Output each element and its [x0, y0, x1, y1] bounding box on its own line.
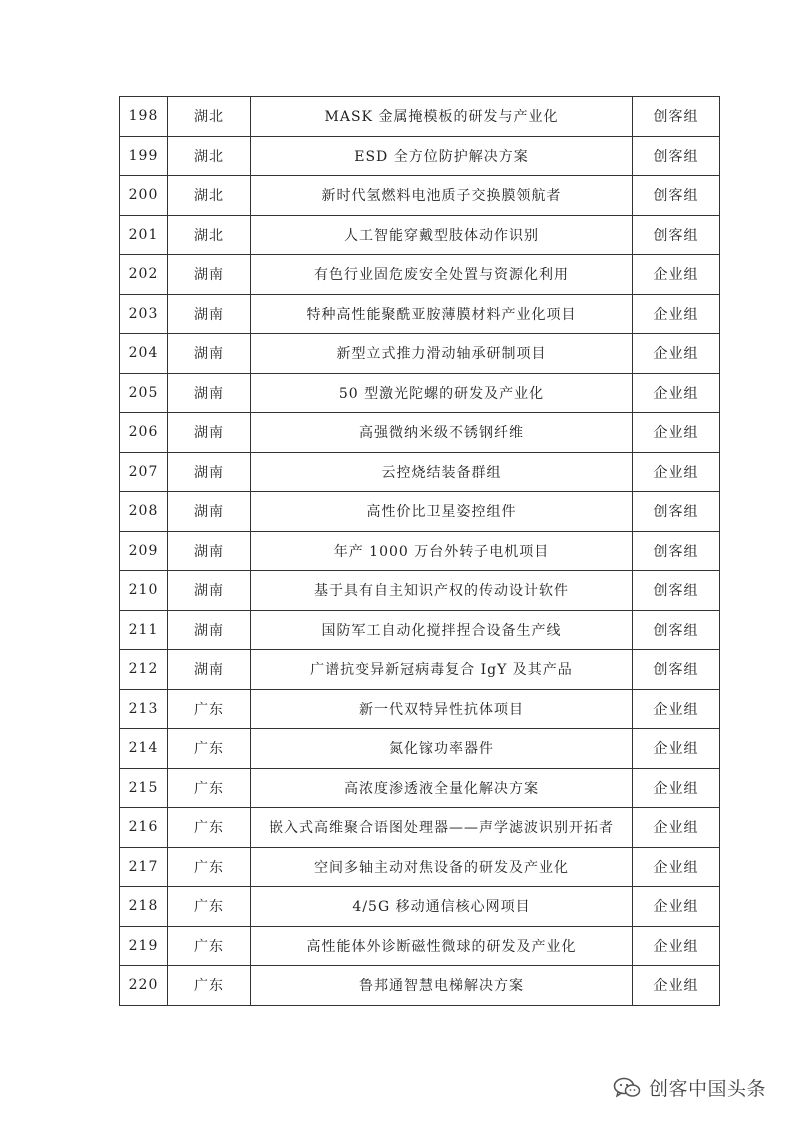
province-cell: 湖北 [168, 97, 251, 137]
row-number-cell: 198 [120, 97, 168, 137]
province-cell: 湖南 [168, 452, 251, 492]
group-cell: 企业组 [633, 887, 720, 927]
project-name-cell: 高性价比卫星姿控组件 [251, 492, 633, 532]
group-cell: 企业组 [633, 689, 720, 729]
project-name-cell: 新型立式推力滑动轴承研制项目 [251, 334, 633, 374]
project-name-cell: 特种高性能聚酰亚胺薄膜材料产业化项目 [251, 294, 633, 334]
row-number-cell: 201 [120, 215, 168, 255]
project-table-body [120, 97, 720, 1006]
row-number-cell: 207 [120, 452, 168, 492]
province-cell: 广东 [168, 768, 251, 808]
project-name-cell: MASK 金属掩模板的研发与产业化 [251, 97, 633, 137]
table-row [120, 136, 720, 176]
table-row [120, 926, 720, 966]
project-name-cell: 50 型激光陀螺的研发及产业化 [251, 373, 633, 413]
project-name-cell: 高浓度渗透液全量化解决方案 [251, 768, 633, 808]
province-cell: 湖北 [168, 215, 251, 255]
province-cell: 湖南 [168, 571, 251, 611]
row-number-cell: 216 [120, 808, 168, 848]
table-row [120, 255, 720, 295]
table-row [120, 729, 720, 769]
province-cell: 广东 [168, 808, 251, 848]
row-number-cell: 199 [120, 136, 168, 176]
province-cell: 广东 [168, 887, 251, 927]
project-table [119, 96, 720, 1006]
project-name-cell: 嵌入式高维聚合语图处理器——声学滤波识别开拓者 [251, 808, 633, 848]
table-row [120, 531, 720, 571]
table-row [120, 413, 720, 453]
table-row [120, 373, 720, 413]
group-cell: 企业组 [633, 768, 720, 808]
table-row [120, 294, 720, 334]
group-cell: 创客组 [633, 176, 720, 216]
row-number-cell: 214 [120, 729, 168, 769]
province-cell: 湖南 [168, 334, 251, 374]
row-number-cell: 208 [120, 492, 168, 532]
project-name-cell: ESD 全方位防护解决方案 [251, 136, 633, 176]
province-cell: 广东 [168, 847, 251, 887]
project-name-cell: 云控烧结装备群组 [251, 452, 633, 492]
group-cell: 创客组 [633, 650, 720, 690]
row-number-cell: 215 [120, 768, 168, 808]
province-cell: 湖南 [168, 610, 251, 650]
project-name-cell: 有色行业固危废安全处置与资源化利用 [251, 255, 633, 295]
project-name-cell: 广谱抗变异新冠病毒复合 IgY 及其产品 [251, 650, 633, 690]
row-number-cell: 213 [120, 689, 168, 729]
row-number-cell: 203 [120, 294, 168, 334]
group-cell: 创客组 [633, 136, 720, 176]
project-name-cell: 年产 1000 万台外转子电机项目 [251, 531, 633, 571]
project-name-cell: 鲁邦通智慧电梯解决方案 [251, 966, 633, 1006]
project-name-cell: 国防军工自动化搅拌捏合设备生产线 [251, 610, 633, 650]
project-name-cell: 高强微纳米级不锈钢纤维 [251, 413, 633, 453]
project-name-cell: 基于具有自主知识产权的传动设计软件 [251, 571, 633, 611]
row-number-cell: 209 [120, 531, 168, 571]
table-row [120, 571, 720, 611]
row-number-cell: 210 [120, 571, 168, 611]
province-cell: 湖北 [168, 136, 251, 176]
row-number-cell: 212 [120, 650, 168, 690]
project-name-cell: 4/5G 移动通信核心网项目 [251, 887, 633, 927]
row-number-cell: 220 [120, 966, 168, 1006]
province-cell: 湖南 [168, 255, 251, 295]
project-name-cell: 新一代双特异性抗体项目 [251, 689, 633, 729]
group-cell: 企业组 [633, 334, 720, 374]
table-row [120, 610, 720, 650]
wechat-icon [613, 1077, 641, 1099]
watermark [613, 1074, 766, 1101]
table-row [120, 768, 720, 808]
group-cell: 企业组 [633, 452, 720, 492]
group-cell: 创客组 [633, 97, 720, 137]
province-cell: 广东 [168, 926, 251, 966]
group-cell: 创客组 [633, 610, 720, 650]
row-number-cell: 206 [120, 413, 168, 453]
table-row [120, 650, 720, 690]
group-cell: 创客组 [633, 571, 720, 611]
group-cell: 企业组 [633, 808, 720, 848]
row-number-cell: 211 [120, 610, 168, 650]
table-row [120, 847, 720, 887]
group-cell: 创客组 [633, 492, 720, 532]
group-cell: 企业组 [633, 413, 720, 453]
table-row [120, 452, 720, 492]
group-cell: 创客组 [633, 531, 720, 571]
table-row [120, 176, 720, 216]
row-number-cell: 200 [120, 176, 168, 216]
province-cell: 湖北 [168, 176, 251, 216]
group-cell: 创客组 [633, 215, 720, 255]
province-cell: 湖南 [168, 373, 251, 413]
province-cell: 湖南 [168, 294, 251, 334]
group-cell: 企业组 [633, 966, 720, 1006]
project-name-cell: 人工智能穿戴型肢体动作识别 [251, 215, 633, 255]
table-row [120, 334, 720, 374]
project-name-cell: 高性能体外诊断磁性微球的研发及产业化 [251, 926, 633, 966]
project-name-cell: 空间多轴主动对焦设备的研发及产业化 [251, 847, 633, 887]
table-row [120, 492, 720, 532]
province-cell: 广东 [168, 966, 251, 1006]
group-cell: 企业组 [633, 847, 720, 887]
group-cell: 企业组 [633, 729, 720, 769]
row-number-cell: 205 [120, 373, 168, 413]
province-cell: 湖南 [168, 650, 251, 690]
province-cell: 湖南 [168, 531, 251, 571]
row-number-cell: 202 [120, 255, 168, 295]
province-cell: 广东 [168, 689, 251, 729]
row-number-cell: 219 [120, 926, 168, 966]
project-name-cell: 氮化镓功率器件 [251, 729, 633, 769]
group-cell: 企业组 [633, 926, 720, 966]
group-cell: 企业组 [633, 373, 720, 413]
watermark-text: 创客中国头条 [648, 1078, 766, 1100]
row-number-cell: 218 [120, 887, 168, 927]
province-cell: 湖南 [168, 413, 251, 453]
table-row [120, 215, 720, 255]
table-row [120, 966, 720, 1006]
table-row [120, 808, 720, 848]
group-cell: 企业组 [633, 294, 720, 334]
row-number-cell: 217 [120, 847, 168, 887]
province-cell: 广东 [168, 729, 251, 769]
table-row [120, 689, 720, 729]
province-cell: 湖南 [168, 492, 251, 532]
group-cell: 企业组 [633, 255, 720, 295]
table-row [120, 97, 720, 137]
row-number-cell: 204 [120, 334, 168, 374]
project-name-cell: 新时代氢燃料电池质子交换膜领航者 [251, 176, 633, 216]
project-table-container [119, 96, 719, 1006]
table-row [120, 887, 720, 927]
